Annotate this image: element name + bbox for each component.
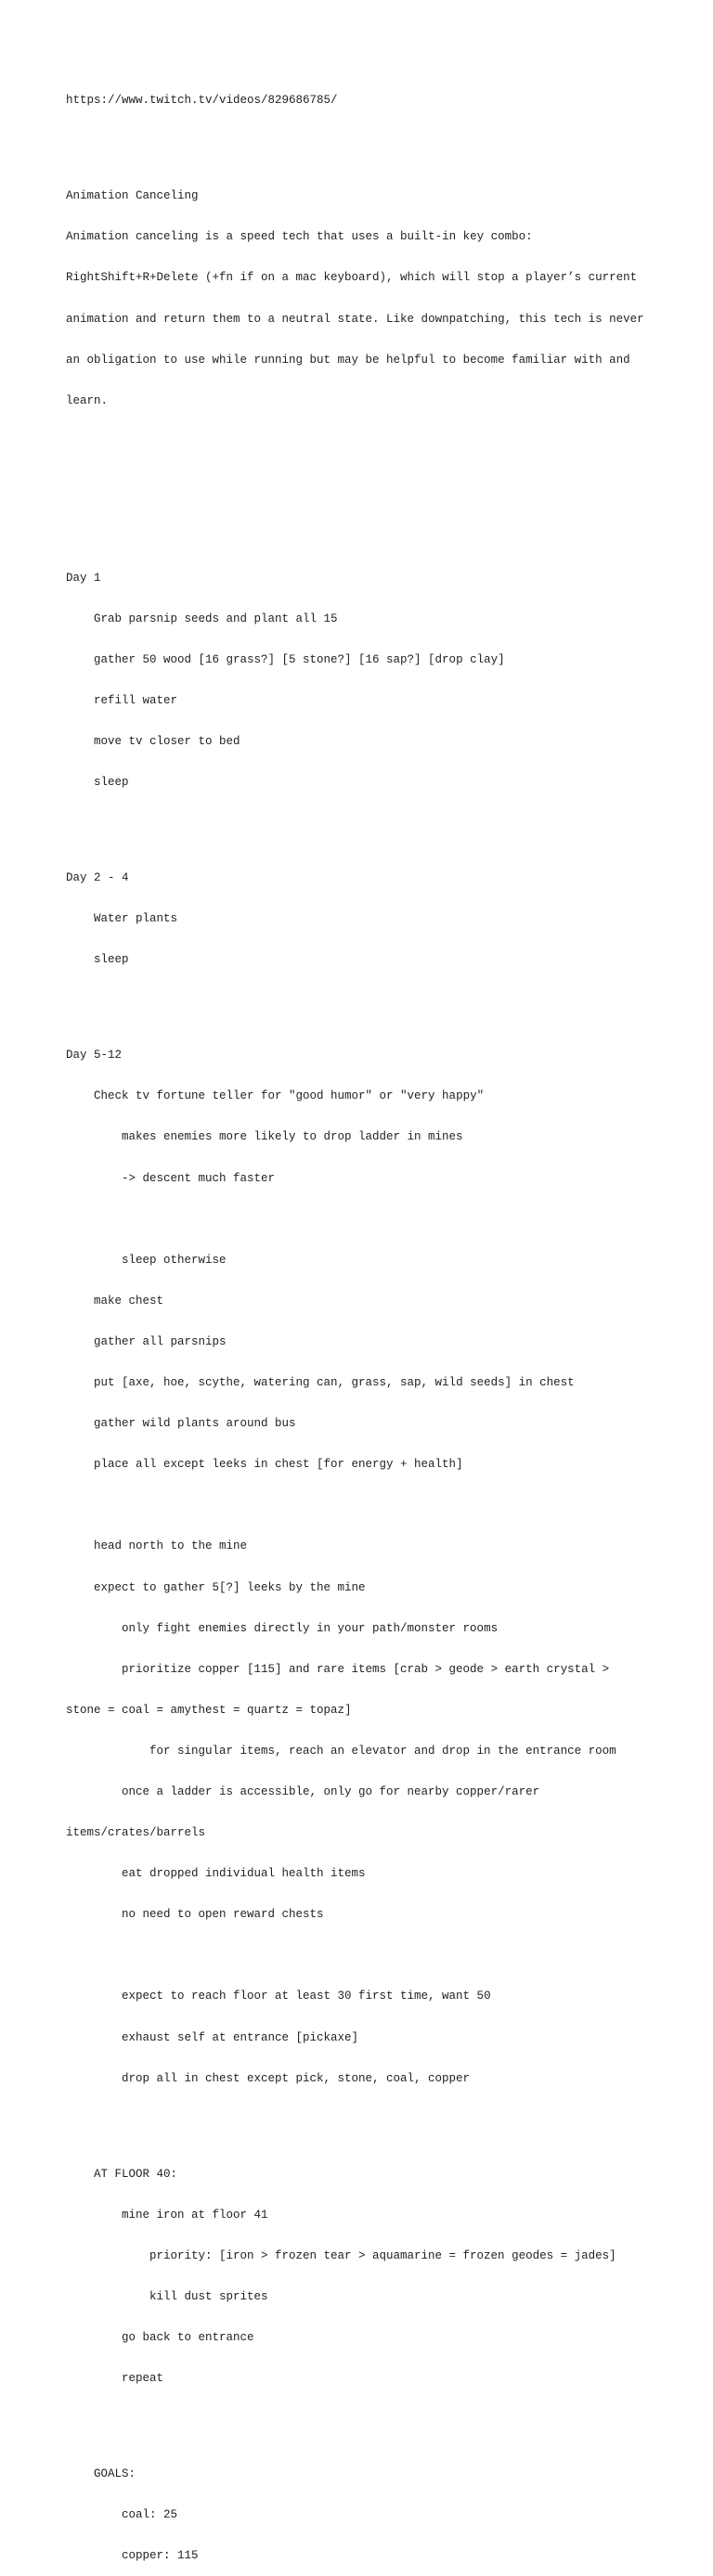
step-line: for singular items, reach an elevator and drop in the entrance room	[149, 1744, 616, 1758]
step-line-wrap: items/crates/barrels	[66, 1826, 206, 1840]
step-line: kill dust sprites	[149, 2289, 268, 2303]
step-line: place all except leeks in chest [for energy + health]	[94, 1458, 463, 1472]
step-line: gather all parsnips	[94, 1334, 227, 1348]
step-line: expect to reach floor at least 30 first time, want 50	[122, 1990, 491, 2003]
step-line: sleep	[94, 776, 129, 790]
blank-line	[66, 817, 660, 831]
step-line: -> descent much faster	[122, 1171, 276, 1185]
step-line: only fight enemies directly in your path/monster rooms	[122, 1621, 499, 1635]
blank-line	[66, 517, 660, 531]
step-line: refill water	[94, 694, 178, 708]
blank-line	[66, 994, 660, 1008]
intro-paragraph-line: RightShift+R+Delete (+fn if on a mac keyboard), which will stop a player’s current	[66, 271, 638, 285]
intro-paragraph-line: animation and return them to a neutral state. Like downpatching, this tech is never	[66, 312, 644, 326]
day-heading: Day 5-12	[66, 1049, 123, 1063]
intro-paragraph-line: learn.	[66, 393, 109, 407]
goal-line: copper: 115	[122, 2549, 199, 2563]
intro-paragraph-line: an obligation to use while running but may be helpful to become familiar with and	[66, 353, 630, 367]
step-line: go back to entrance	[122, 2330, 254, 2344]
step-line: repeat	[122, 2371, 164, 2385]
step-line: mine iron at floor 41	[122, 2208, 268, 2222]
step-line: sleep otherwise	[122, 1253, 227, 1267]
step-line-wrap: stone = coal = amythest = quartz = topaz]	[66, 1703, 352, 1717]
step-line: sleep	[94, 953, 129, 967]
step-line: head north to the mine	[94, 1539, 248, 1553]
blank-line	[66, 2413, 660, 2427]
intro-paragraph-line: Animation canceling is a speed tech that uses a built-in key combo:	[66, 230, 533, 244]
step-line: priority: [iron > frozen tear > aquamarine = frozen geodes = jades]	[149, 2248, 616, 2262]
blank-line	[66, 135, 660, 149]
step-line: make chest	[94, 1294, 164, 1307]
blank-line	[66, 435, 660, 449]
step-line: no need to open reward chests	[122, 1908, 324, 1922]
document-body	[66, 67, 660, 2576]
blank-line	[66, 476, 660, 490]
step-line: drop all in chest except pick, stone, coal, copper	[122, 2071, 471, 2085]
step-line: gather wild plants around bus	[94, 1417, 296, 1431]
goal-line: coal: 25	[122, 2507, 178, 2521]
step-line: exhaust self at entrance [pickaxe]	[122, 2030, 359, 2044]
blank-line	[66, 1949, 660, 1963]
step-line: makes enemies more likely to drop ladder in mines	[122, 1130, 463, 1144]
step-line: prioritize copper [115] and rare items [crab > geode > earth crystal >	[122, 1662, 610, 1676]
step-line: Check tv fortune teller for "good humor" or "very happy"	[94, 1089, 485, 1103]
step-line: eat dropped individual health items	[122, 1867, 366, 1881]
step-line: Grab parsnip seeds and plant all 15	[94, 612, 338, 625]
video-url: https://www.twitch.tv/videos/829686785/	[66, 94, 338, 108]
day-heading: Day 2 - 4	[66, 871, 129, 885]
step-line: gather 50 wood [16 grass?] [5 stone?] [16 sap?] [drop clay]	[94, 653, 505, 667]
blank-line	[66, 1499, 660, 1513]
blank-line	[66, 1213, 660, 1227]
step-line: once a ladder is accessible, only go for nearby copper/rarer	[122, 1784, 540, 1798]
goals-heading: GOALS:	[94, 2467, 136, 2480]
step-line: move tv closer to bed	[94, 735, 240, 749]
day-heading: Day 1	[66, 571, 101, 585]
floor-heading: AT FLOOR 40:	[94, 2167, 178, 2181]
step-line: expect to gather 5[?] leeks by the mine	[94, 1580, 366, 1594]
section-heading-animation-canceling: Animation Canceling	[66, 189, 199, 203]
step-line: Water plants	[94, 912, 178, 926]
blank-line	[66, 2113, 660, 2127]
step-line: put [axe, hoe, scythe, watering can, grass, sap, wild seeds] in chest	[94, 1376, 575, 1390]
